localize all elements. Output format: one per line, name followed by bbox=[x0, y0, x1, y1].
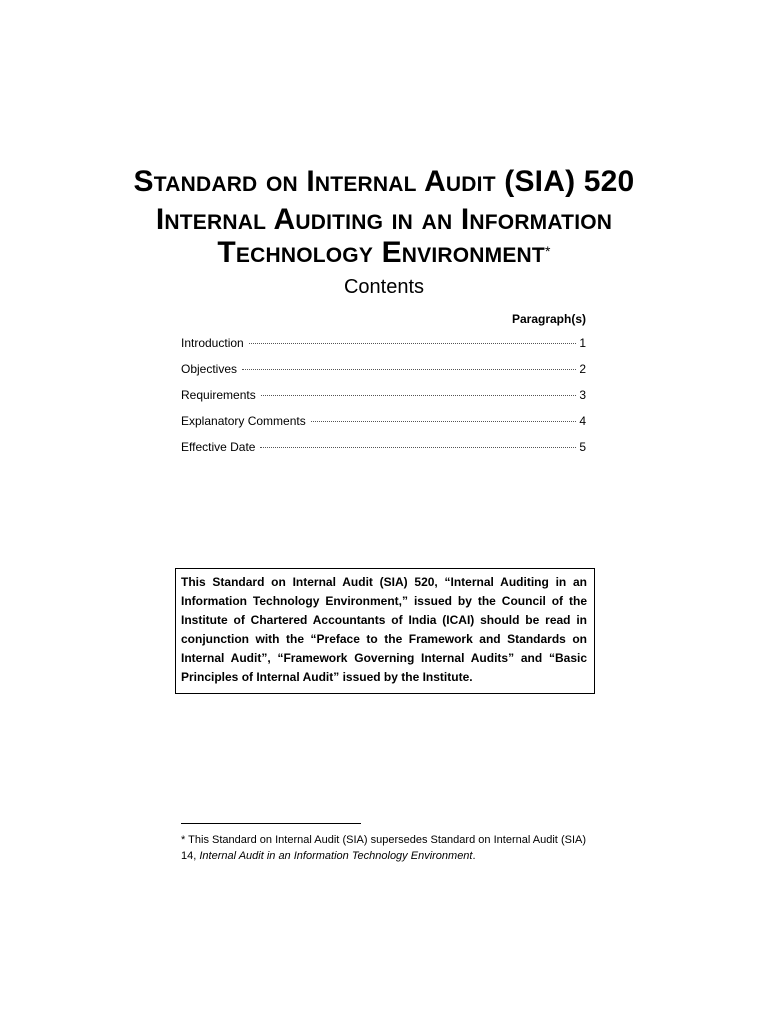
toc-item-explanatory-comments bbox=[181, 414, 586, 440]
footnote-divider bbox=[181, 823, 361, 824]
footnote bbox=[181, 832, 586, 864]
toc-leader-dots bbox=[260, 447, 576, 448]
toc-label: Explanatory Comments bbox=[181, 414, 306, 428]
paragraph-column-label: Paragraph(s) bbox=[511, 312, 586, 326]
toc-label: Requirements bbox=[181, 388, 256, 402]
toc-paragraph-number: 2 bbox=[579, 362, 586, 376]
toc-item-introduction bbox=[181, 336, 586, 362]
title-line-3 bbox=[120, 236, 648, 270]
title-line-2: Internal Auditing in an Information bbox=[155, 203, 613, 236]
notice-box: This Standard on Internal Audit (SIA) 520, “Internal Auditing in an Information Technology Environment,” issued by the Council of the Institute of Chartered Accountants of India (ICAI) should be read in conjunction with the “Preface to the Framework and Standards on Internal Audit”, “Framework Governing Internal Audits” and “Basic Principles of Internal Audit” issued by the Institute. bbox=[175, 568, 595, 694]
toc-item-requirements bbox=[181, 388, 586, 414]
toc-label: Introduction bbox=[181, 336, 244, 350]
toc-leader-dots bbox=[311, 421, 577, 422]
footnote-marker: * bbox=[181, 834, 186, 846]
toc-paragraph-number: 1 bbox=[579, 336, 586, 350]
footnote-text: This Standard on Internal Audit (SIA) supersedes Standard on Internal Audit (SIA) 14, bbox=[181, 834, 586, 862]
contents-heading: Contents bbox=[343, 276, 425, 298]
toc-label: Objectives bbox=[181, 362, 238, 376]
toc-label: Effective Date bbox=[181, 440, 256, 454]
table-of-contents bbox=[181, 336, 586, 466]
toc-item-effective-date bbox=[181, 440, 586, 466]
toc-item-objectives bbox=[181, 362, 586, 388]
title-line-1: Standard on Internal Audit (SIA) 520 bbox=[133, 165, 635, 198]
toc-leader-dots bbox=[249, 343, 577, 344]
footnote-end: . bbox=[472, 850, 476, 862]
toc-leader-dots bbox=[261, 395, 577, 396]
title-line-3-text: Technology Environment bbox=[217, 236, 545, 269]
toc-leader-dots bbox=[242, 369, 576, 370]
toc-paragraph-number: 4 bbox=[579, 414, 586, 428]
toc-paragraph-number: 5 bbox=[579, 440, 586, 454]
toc-paragraph-number: 3 bbox=[579, 388, 586, 402]
footnote-italic-title: Internal Audit in an Information Technology Environment bbox=[199, 850, 473, 862]
title-footnote-marker: * bbox=[544, 243, 551, 259]
